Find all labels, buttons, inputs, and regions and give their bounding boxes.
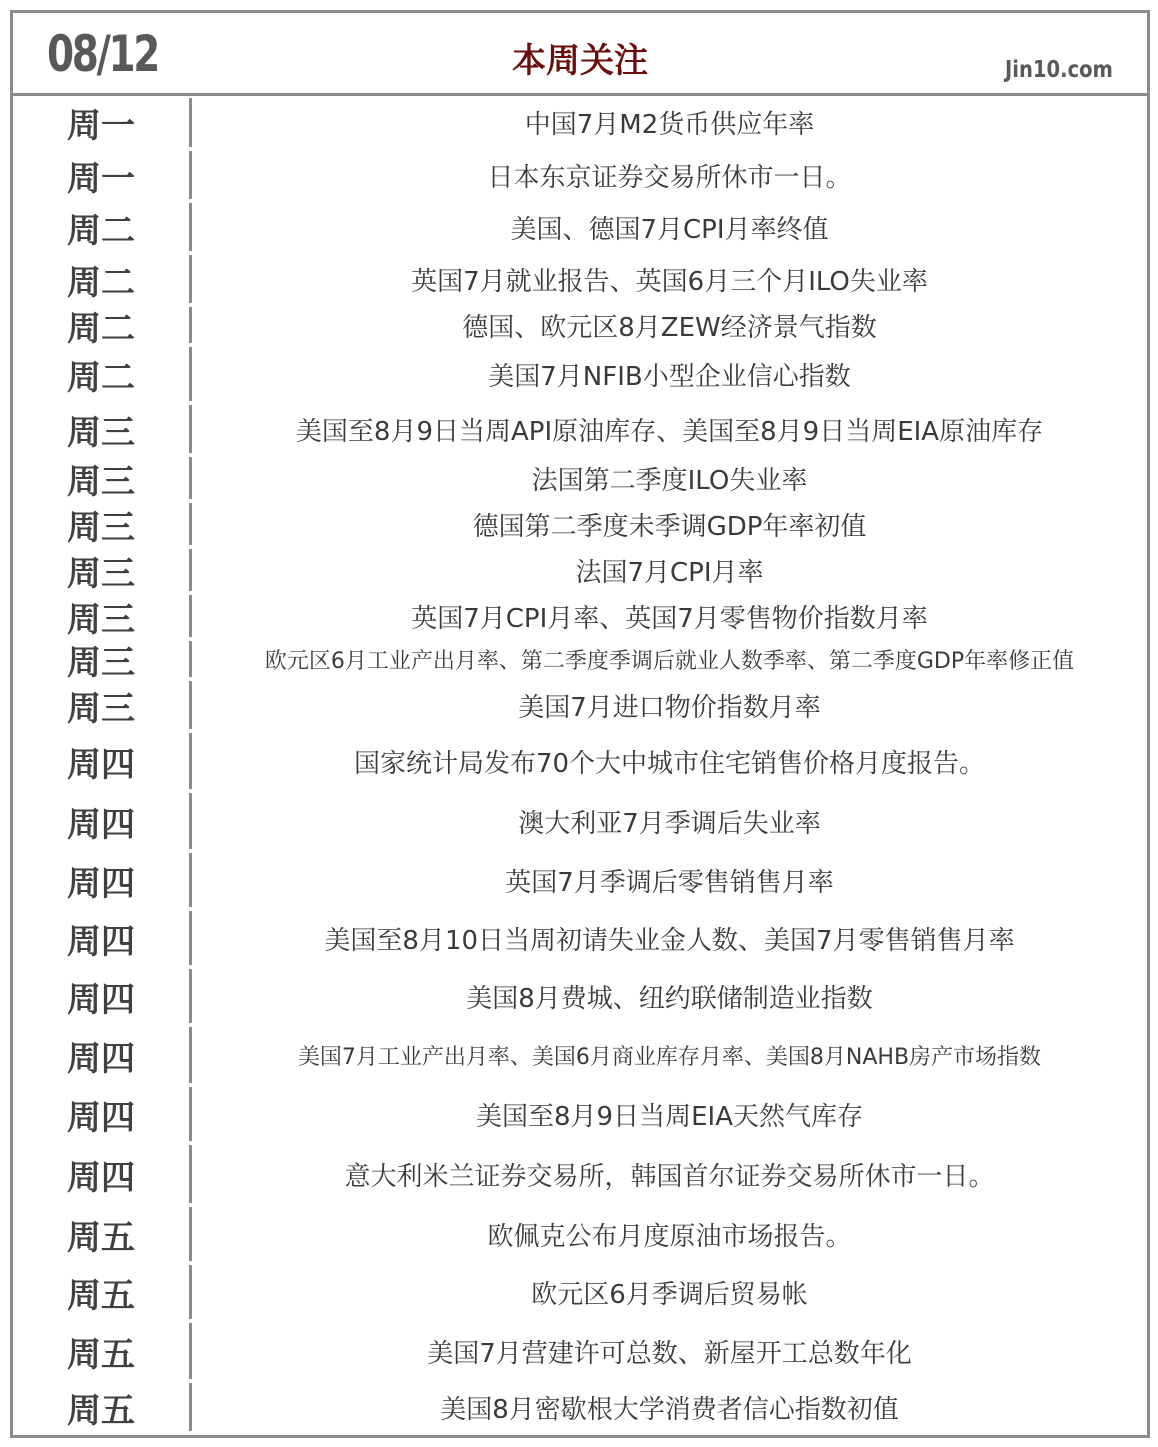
weekday-cell: 周三	[67, 642, 135, 683]
event-cell: 英国7月CPI月率、英国7月零售物价指数月率	[411, 603, 928, 634]
weekday-cell: 周二	[67, 210, 135, 251]
weekday-cell: 周四	[67, 979, 135, 1020]
table-row	[13, 1381, 1147, 1433]
table-row	[13, 679, 1147, 731]
event-cell: 美国8月费城、纽约联储制造业指数	[466, 983, 873, 1014]
table-row	[13, 1321, 1147, 1381]
table-row	[13, 1085, 1147, 1143]
table-row	[13, 455, 1147, 501]
event-cell: 美国至8月9日当周API原油库存、美国至8月9日当周EIA原油库存	[295, 416, 1044, 447]
table-row	[13, 1143, 1147, 1205]
event-cell: 法国7月CPI月率	[575, 557, 764, 588]
event-cell: 欧元区6月工业产出月率、第二季度季调后就业人数季率、第二季度GDP年率修正值	[264, 648, 1075, 674]
weekday-cell: 周一	[67, 106, 135, 146]
event-cell: 德国第二季度未季调GDP年率初值	[472, 511, 867, 542]
event-cell: 美国、德国7月CPI月率终值	[510, 214, 829, 245]
weekday-cell: 周一	[67, 158, 135, 199]
weekday-cell: 周三	[67, 507, 135, 548]
date-label: 08/12	[47, 25, 159, 83]
event-cell: 中国7月M2货币供应年率	[524, 110, 815, 140]
event-cell: 欧佩克公布月度原油市场报告。	[487, 1221, 852, 1252]
page-title: 本周关注	[512, 41, 648, 81]
weekday-cell: 周三	[67, 553, 135, 594]
table-header	[13, 13, 1147, 96]
event-cell: 法国第二季度ILO失业率	[531, 465, 808, 496]
weekday-cell: 周四	[67, 921, 135, 962]
table-row	[13, 639, 1147, 683]
site-watermark: Jin10.com	[1005, 57, 1113, 83]
weekday-cell: 周五	[67, 1334, 135, 1375]
table-row	[13, 1263, 1147, 1321]
weekday-cell: 周三	[67, 599, 135, 640]
weekday-cell: 周三	[67, 412, 135, 453]
weekday-cell: 周五	[67, 1390, 135, 1431]
weekday-cell: 周三	[67, 688, 135, 729]
event-cell: 美国至8月10日当周初请失业金人数、美国7月零售销售月率	[324, 925, 1015, 956]
table-row	[13, 253, 1147, 305]
table-row	[13, 547, 1147, 593]
weekday-cell: 周二	[67, 262, 135, 303]
event-cell: 美国至8月9日当周EIA天然气库存	[476, 1101, 863, 1132]
table-row	[13, 731, 1147, 791]
weekday-cell: 周四	[67, 863, 135, 904]
event-cell: 欧元区6月季调后贸易帐	[531, 1279, 808, 1310]
event-cell: 美国7月进口物价指数月率	[518, 692, 821, 723]
table-row	[13, 1205, 1147, 1263]
weekday-cell: 周二	[67, 308, 135, 349]
table-row	[13, 345, 1147, 403]
event-cell: 美国7月工业产出月率、美国6月商业库存月率、美国8月NAHB房产市场指数	[297, 1044, 1042, 1070]
table-row	[13, 501, 1147, 547]
table-row	[13, 909, 1147, 967]
weekday-cell: 周三	[67, 461, 135, 502]
event-cell: 英国7月季调后零售销售月率	[505, 867, 834, 898]
table-row	[13, 851, 1147, 909]
weekday-cell: 周五	[67, 1217, 135, 1258]
event-cell: 英国7月就业报告、英国6月三个月ILO失业率	[411, 266, 928, 297]
table-row	[13, 305, 1147, 349]
table-row	[13, 149, 1147, 201]
event-cell: 美国7月NFIB小型企业信心指数	[488, 361, 851, 392]
event-cell: 意大利米兰证券交易所，韩国首尔证券交易所休市一日。	[344, 1161, 995, 1192]
event-cell: 德国、欧元区8月ZEW经济景气指数	[462, 312, 877, 343]
table-row	[13, 791, 1147, 851]
table-row	[13, 593, 1147, 639]
weekday-cell: 周四	[67, 744, 135, 785]
weekday-cell: 周四	[67, 1038, 135, 1079]
event-cell: 美国8月密歇根大学消费者信心指数初值	[440, 1394, 899, 1425]
schedule-table	[10, 10, 1150, 1438]
weekday-cell: 周四	[67, 1097, 135, 1138]
event-cell: 美国7月营建许可总数、新屋开工总数年化	[427, 1338, 912, 1369]
event-cell: 澳大利亚7月季调后失业率	[518, 808, 821, 839]
table-row	[13, 403, 1147, 455]
table-row	[13, 967, 1147, 1025]
event-cell: 日本东京证券交易所休市一日。	[487, 162, 852, 193]
weekday-cell: 周四	[67, 1157, 135, 1198]
weekday-cell: 周四	[67, 804, 135, 845]
event-cell: 国家统计局发布70个大中城市住宅销售价格月度报告。	[353, 748, 986, 779]
weekday-cell: 周二	[67, 357, 135, 398]
table-row	[13, 1025, 1147, 1085]
weekday-cell: 周五	[67, 1275, 135, 1316]
table-row	[13, 201, 1147, 253]
table-row	[13, 96, 1147, 149]
